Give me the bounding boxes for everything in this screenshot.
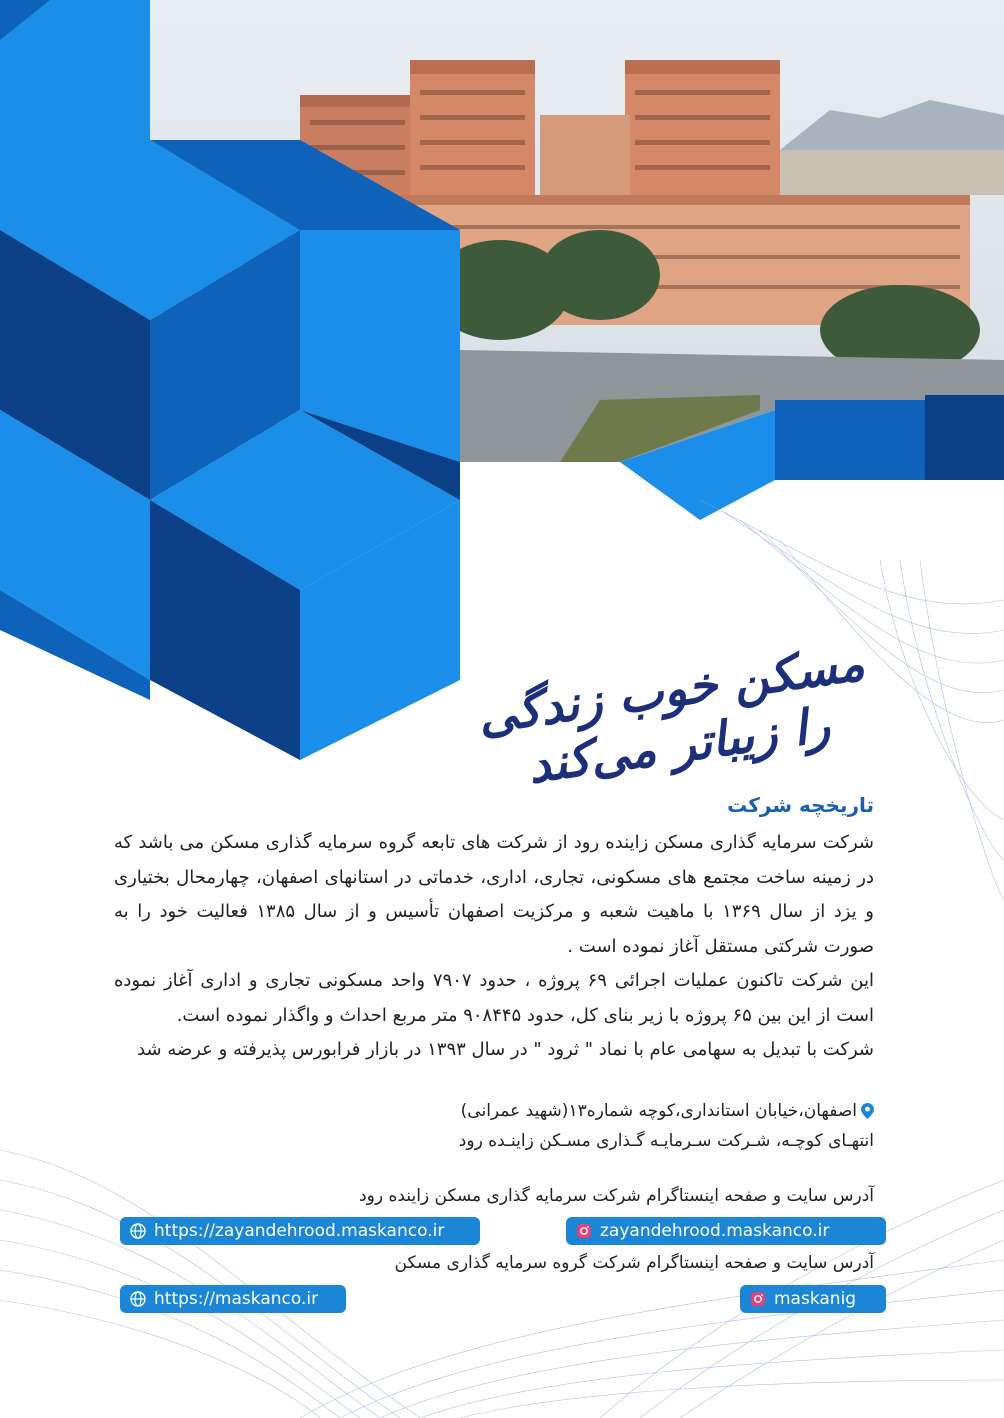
history-paragraph-3: شرکت با تبدیل به سهامی عام با نماد " ثرود " در سال ۱۳۹۳ در بازار فرابورس پذیرفته و عرضه شد (137, 1039, 874, 1060)
website-link-1-text: https://zayandehrood.maskanco.ir (154, 1221, 445, 1241)
location-pin-icon (861, 1103, 874, 1119)
history-paragraph-1: شرکت سرمایه گذاری مسکن زاینده رود از شرکت های تابعه گروه سرمایه گذاری مسکن می باشد که در زمینه ساخت مجتمع های مسکونی، تجاری، اداری، خدماتی در استانهای اصفهان، چهارمحال بختیاری و یزد از سال ۱۳۶۹ با ماهیت شعبه و مرکزیت اصفهان تأسیس و از سال ۱۳۸۵ فعالیت خود را به صورت شرکتی مستقل آغاز نموده است . (114, 832, 875, 957)
links-label-1: آدرس سایت و صفحه اینستاگرام شرکت سرمایه گذاری مسکن زاینده رود (359, 1186, 874, 1206)
slogan-text: مسکن خوب زندگی را زیباتر می‌کند (474, 635, 868, 795)
instagram-icon (750, 1291, 766, 1307)
instagram-link-1[interactable] (566, 1217, 886, 1245)
address-line-1-text: اصفهان،خیابان استانداری،کوچه شماره۱۳(شهید عمرانی) (460, 1101, 857, 1121)
website-link-2-text: https://maskanco.ir (154, 1289, 319, 1309)
history-body (114, 826, 874, 1068)
instagram-icon (576, 1223, 592, 1239)
history-title: تاریخچه شرکت (727, 793, 874, 817)
website-link-1[interactable] (120, 1217, 480, 1245)
instagram-link-2[interactable] (740, 1285, 886, 1313)
instagram-link-1-text: zayandehrood.maskanco.ir (600, 1221, 830, 1241)
instagram-link-2-text: maskanig (774, 1289, 857, 1309)
address-line-2: انتهـای کوچـه، شـرکت سـرمایـه گـذاری مسـکن زاینـده رود (458, 1131, 874, 1151)
address-block (354, 1096, 874, 1156)
address-line-1 (354, 1096, 874, 1126)
website-link-2[interactable] (120, 1285, 346, 1313)
links-label-2: آدرس سایت و صفحه اینستاگرام شرکت گروه سرمایه گذاری مسکن (394, 1253, 874, 1273)
globe-icon (130, 1223, 146, 1239)
globe-icon (130, 1291, 146, 1307)
slogan (455, 635, 895, 795)
history-paragraph-2: این شرکت تاکنون عملیات اجرائی ۶۹ پروژه ، حدود ۷۹۰۷ واحد مسکونی تجاری و اداری آغاز نموده است از این بین ۶۵ پروژه با زیر بنای کل، حدود ۹۰۸۴۴۵ متر مربع احداث و واگذار نموده است. (114, 970, 874, 1026)
